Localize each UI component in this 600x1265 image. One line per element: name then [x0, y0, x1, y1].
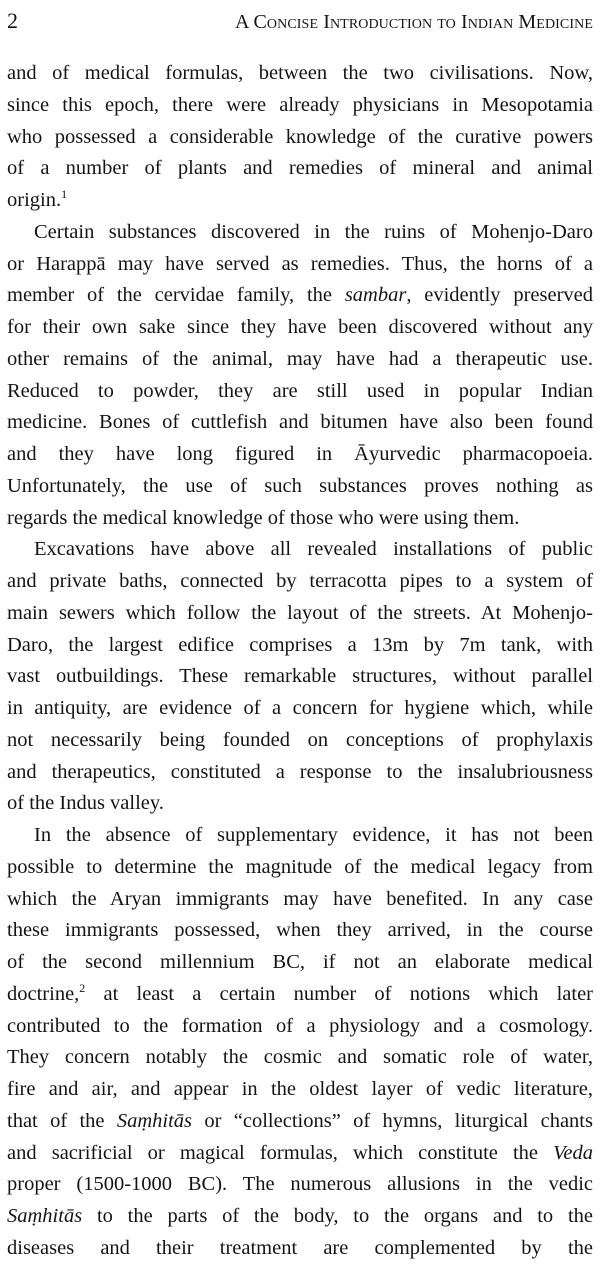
line-text: and therapeutics, constituted a response to the insalubriousness: [7, 760, 593, 783]
text-line: [7, 757, 593, 789]
text-line: [7, 693, 593, 725]
line-text: diseases and their treatment are complemented by the: [7, 1236, 593, 1259]
text-line: [7, 217, 593, 249]
line-text: sambar: [344, 284, 407, 307]
line-text: Reduced to powder, they are still used in popular Indian: [7, 379, 593, 402]
line-text: Excavations have above all revealed installations of public: [34, 538, 593, 561]
text-line: [7, 153, 593, 185]
body-text: [7, 58, 593, 1265]
line-text: origin.: [7, 189, 62, 211]
line-text: of the Indus valley.: [7, 792, 164, 815]
text-line: [7, 471, 593, 503]
line-text: or Harappā may have served as remedies. Thus, the horns of a: [7, 252, 593, 275]
page-number: 2: [7, 8, 18, 33]
text-line: [7, 598, 593, 630]
text-line: [7, 852, 593, 884]
text-line: [7, 503, 593, 535]
text-line: [7, 884, 593, 916]
text-line: [7, 249, 593, 281]
text-line: [7, 915, 593, 947]
text-line: [7, 1169, 593, 1201]
text-line: [7, 439, 593, 471]
line-text: since this epoch, there were already physicians in Mesopotamia: [7, 93, 593, 116]
line-text: and private baths, connected by terracotta pipes to a system of: [7, 570, 593, 592]
line-text: at least a certain number of notions which later: [85, 982, 593, 1005]
page-header: [7, 0, 593, 52]
line-text: Veda: [553, 1141, 593, 1164]
line-text: possible to determine the magnitude of the medical legacy from: [7, 855, 593, 878]
line-text: these immigrants possessed, when they arrived, in the course: [7, 919, 593, 942]
text-line: [7, 630, 593, 662]
line-text: Saṃhitās: [116, 1109, 193, 1132]
line-text: who possessed a considerable knowledge of the curative powers: [7, 125, 593, 148]
text-line: [7, 90, 593, 122]
text-line: [7, 407, 593, 439]
footnote-marker: 1: [61, 187, 68, 201]
text-line: [7, 661, 593, 693]
text-line: [7, 280, 593, 312]
line-text: not necessarily being founded on conceptions of prophylaxis: [7, 728, 593, 751]
line-text: member of the cervidae family, the: [7, 284, 345, 307]
line-text: main sewers which follow the layout of the streets. At Mohenjo-: [7, 601, 593, 624]
line-text: other remains of the animal, may have had a therapeutic use.: [7, 347, 593, 370]
line-text: regards the medical knowledge of those who were using them.: [7, 506, 520, 529]
running-head: A Concise Introduction to Indian Medicine: [234, 11, 593, 33]
book-page: [7, 0, 593, 1259]
line-text: , evidently preserved: [406, 284, 593, 307]
text-line: [7, 122, 593, 154]
line-text: vast outbuildings. These remarkable structures, without parallel: [7, 665, 593, 688]
line-text: to the parts of the body, to the organs and to the: [82, 1205, 593, 1227]
text-line: [7, 820, 593, 852]
line-text: and of medical formulas, between the two civilisations. Now,: [7, 62, 593, 84]
footnote-marker: 2: [79, 980, 86, 995]
line-text: for their own sake since they have been discovered without any: [7, 316, 593, 338]
line-text: Daro, the largest edifice comprises a 13m by 7m tank, with: [7, 633, 593, 656]
line-text: and sacrificial or magical formulas, which constitute the: [7, 1141, 554, 1164]
line-text: Unfortunately, the use of such substances proves nothing as: [7, 474, 593, 497]
text-line: [7, 566, 593, 598]
line-text: of a number of plants and remedies of mineral and animal: [7, 157, 593, 180]
text-line: [7, 1233, 593, 1265]
text-line: [7, 725, 593, 757]
line-text: contributed to the formation of a physiology and a cosmology.: [7, 1014, 593, 1037]
text-line: [7, 376, 593, 408]
text-line: [7, 1011, 593, 1043]
text-line: [7, 1201, 593, 1233]
line-text: in antiquity, are evidence of a concern for hygiene which, while: [7, 697, 593, 719]
text-line: [7, 947, 593, 979]
text-line: [7, 185, 593, 217]
line-text: fire and air, and appear in the oldest layer of vedic literature,: [7, 1078, 593, 1100]
text-line: [7, 788, 593, 820]
line-text: that of the: [7, 1109, 117, 1132]
line-text: doctrine,: [7, 982, 80, 1005]
line-text: Saṃhitās: [7, 1205, 83, 1227]
line-text: and they have long figured in Āyurvedic pharmacopoeia.: [7, 443, 593, 465]
line-text: of the second millennium BC, if not an elaborate medical: [7, 951, 593, 973]
text-line: [7, 1106, 593, 1138]
text-line: [7, 312, 593, 344]
text-line: [7, 344, 593, 376]
line-text: They concern notably the cosmic and somatic role of water,: [7, 1046, 593, 1069]
line-text: Certain substances discovered in the ruins of Mohenjo-Daro: [34, 220, 593, 243]
line-text: medicine. Bones of cuttlefish and bitumen have also been found: [7, 411, 593, 434]
line-text: which the Aryan immigrants may have benefited. In any case: [7, 887, 593, 910]
text-line: [7, 1042, 593, 1074]
text-line: [7, 534, 593, 566]
text-line: [7, 1138, 593, 1170]
line-text: In the absence of supplementary evidence, it has not been: [34, 824, 593, 846]
line-text: proper (1500-1000 BC). The numerous allusions in the vedic: [7, 1173, 593, 1196]
line-text: or “collections” of hymns, liturgical chants: [192, 1109, 593, 1132]
text-line: [7, 1074, 593, 1106]
text-line: [7, 58, 593, 90]
text-line: [7, 979, 593, 1011]
